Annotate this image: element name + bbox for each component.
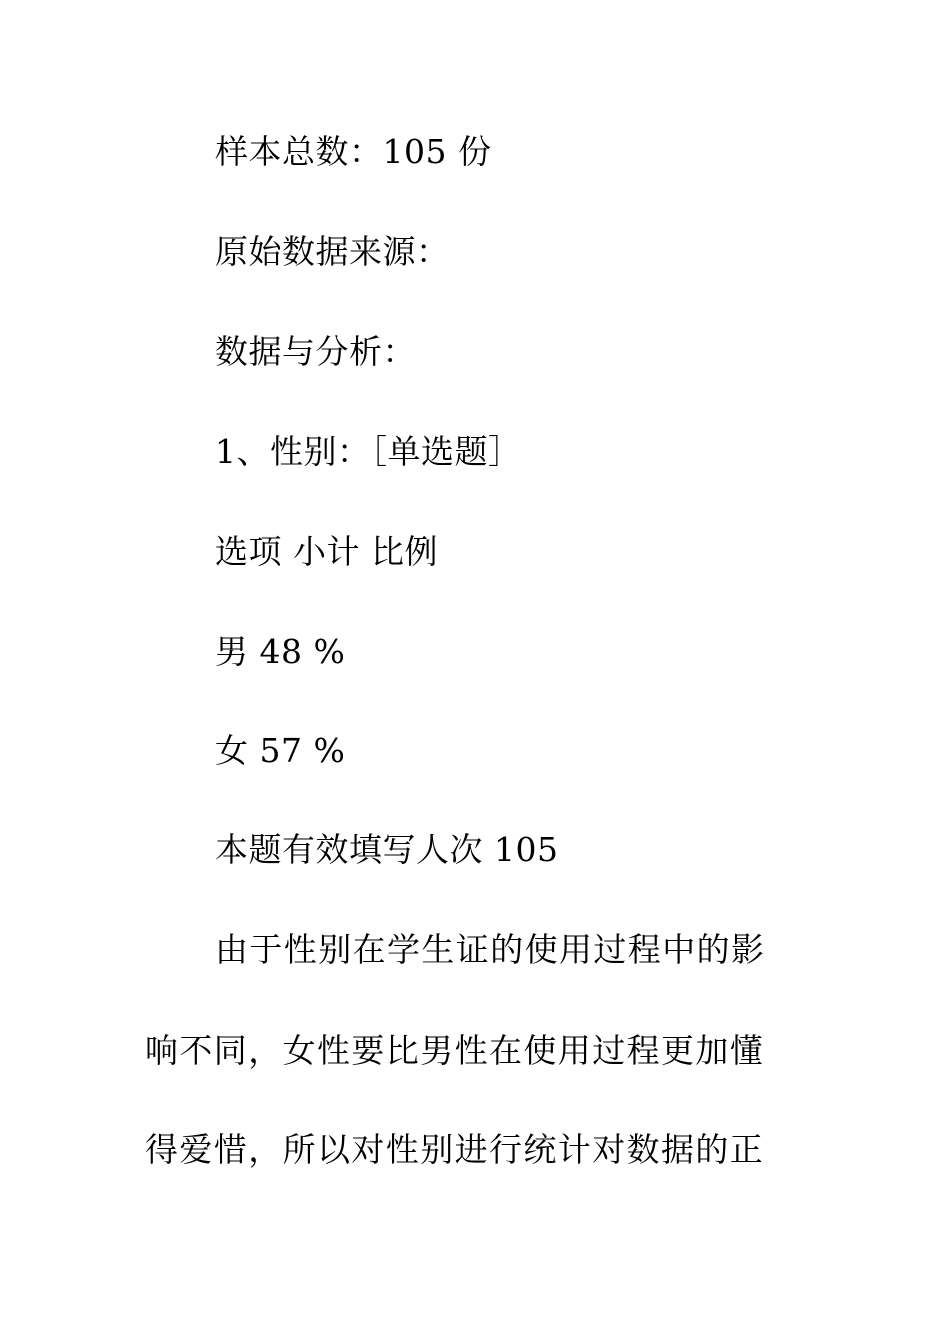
question-title: 1、性别：［单选题］ (215, 432, 522, 471)
valid-count-line: 本题有效填写人次 105 (215, 830, 559, 869)
paragraph-line-3: 得爱惜，所以对性别进行统计对数据的正 (145, 1130, 765, 1169)
sample-total-line: 样本总数：105 份 (215, 132, 492, 171)
data-source-line: 原始数据来源： (215, 232, 450, 271)
table-row-female: 女 57 % (215, 731, 346, 770)
table-row-male: 男 48 % (215, 632, 346, 671)
table-header-line: 选项 小计 比例 (215, 532, 438, 571)
paragraph-line-2: 响不同，女性要比男性在使用过程更加懂 (145, 1031, 765, 1070)
data-analysis-heading: 数据与分析： (215, 332, 416, 371)
paragraph-line-1: 由于性别在学生证的使用过程中的影 (215, 930, 766, 969)
